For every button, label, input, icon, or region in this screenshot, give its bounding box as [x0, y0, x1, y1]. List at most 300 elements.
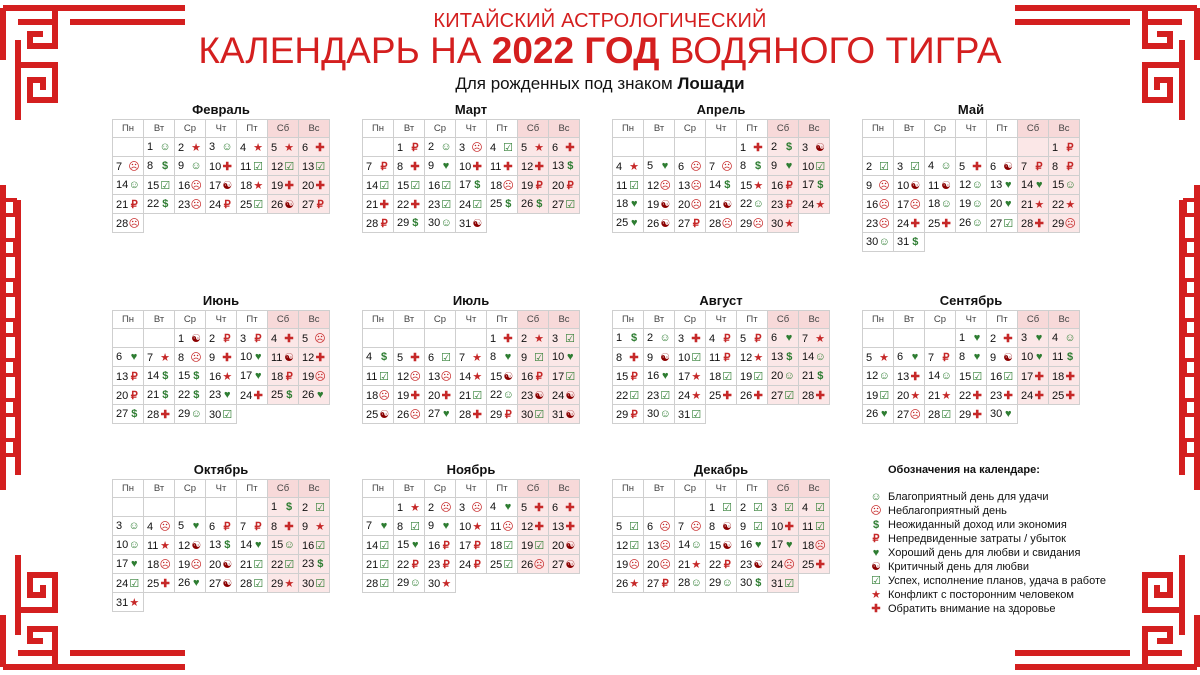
- weekday-header: Пн: [363, 311, 394, 329]
- cross-icon: ✚: [1034, 370, 1044, 383]
- day-number: 4: [147, 520, 154, 533]
- cross-icon: ✚: [941, 217, 951, 230]
- day-number: 2: [178, 141, 185, 154]
- check-icon: ☑: [253, 198, 264, 211]
- ruble-icon: ₽: [442, 539, 450, 552]
- day-cell: [206, 536, 237, 555]
- empty-cell: [518, 574, 549, 593]
- cross-icon: ✚: [565, 141, 575, 154]
- cross-icon: ✚: [972, 408, 982, 421]
- month-name: Сентябрь: [939, 293, 1003, 308]
- ruble-icon: ₽: [411, 141, 419, 154]
- check-icon: ☑: [222, 408, 233, 421]
- day-number: 16: [647, 370, 660, 382]
- day-cell: [206, 555, 237, 574]
- day-cell: [613, 157, 644, 176]
- legend-title: Обозначения на календаре:: [888, 464, 1040, 476]
- day-number: 15: [147, 179, 160, 192]
- yin-yang-icon: ☯: [379, 408, 390, 421]
- month-name: Февраль: [192, 102, 250, 117]
- day-cell: [1049, 348, 1080, 367]
- day-number: 17: [802, 179, 815, 191]
- day-number: 12: [521, 520, 534, 533]
- day-cell: [299, 517, 330, 536]
- day-cell: [894, 157, 925, 176]
- day-number: 10: [209, 160, 222, 173]
- day-cell: [768, 536, 799, 555]
- legend-label: Непредвиденные затраты / убыток: [888, 533, 1066, 545]
- yin-yang-icon: ☯: [191, 332, 201, 345]
- day-number: 8: [709, 520, 716, 533]
- day-cell: [549, 517, 580, 536]
- star-icon: ★: [534, 141, 544, 154]
- day-cell: [237, 176, 268, 195]
- day-cell: [425, 536, 456, 555]
- day-cell: [675, 517, 706, 536]
- day-number: 5: [302, 332, 309, 345]
- weekday-header: Вс: [799, 480, 830, 498]
- day-number: 25: [1052, 389, 1065, 402]
- day-cell: [706, 195, 737, 214]
- heart-icon: ♥: [504, 351, 512, 363]
- cross-icon: ✚: [815, 558, 825, 571]
- star-icon: ★: [472, 370, 483, 383]
- day-cell: [799, 138, 830, 157]
- day-number: 1: [271, 501, 278, 513]
- yin-yang-icon: ☯: [722, 198, 733, 211]
- day-cell: [644, 386, 675, 405]
- day-cell: [175, 176, 206, 195]
- day-number: 26: [521, 558, 534, 571]
- weekday-header: Пн: [363, 480, 394, 498]
- empty-cell: [487, 214, 518, 233]
- cross-icon: ✚: [441, 389, 451, 402]
- day-cell: [175, 536, 206, 555]
- empty-cell: [237, 498, 268, 517]
- day-number: 27: [771, 389, 784, 402]
- day-cell: [675, 348, 706, 367]
- dollar-icon: $: [224, 539, 231, 551]
- heart-icon: ♥: [192, 520, 200, 532]
- empty-cell: [299, 593, 330, 612]
- day-cell: [268, 517, 299, 536]
- cross-icon: ✚: [871, 603, 881, 615]
- weekday-header: Вт: [644, 120, 675, 138]
- day-number: 28: [1021, 217, 1034, 230]
- dollar-icon: $: [817, 370, 824, 382]
- day-number: 24: [678, 389, 691, 402]
- day-cell: [644, 536, 675, 555]
- heart-icon: ♥: [254, 351, 262, 363]
- ruble-icon: ₽: [380, 160, 388, 173]
- weekday-header: Ср: [925, 311, 956, 329]
- day-cell: [487, 367, 518, 386]
- day-cell: [706, 555, 737, 574]
- weekday-header: Сб: [518, 480, 549, 498]
- day-cell: [863, 233, 894, 252]
- day-number: 6: [428, 351, 435, 364]
- day-number: 20: [552, 539, 565, 552]
- legend: [866, 464, 1166, 616]
- day-cell: [549, 329, 580, 348]
- day-cell: [956, 195, 987, 214]
- day-cell: [987, 367, 1018, 386]
- check-icon: ☑: [972, 370, 983, 383]
- yin-yang-icon: ☯: [191, 539, 202, 552]
- day-number: 31: [678, 408, 691, 421]
- empty-cell: [144, 214, 175, 233]
- frown-icon: ☹: [814, 539, 826, 552]
- day-cell: [237, 555, 268, 574]
- star-icon: ★: [253, 179, 264, 192]
- day-cell: [863, 386, 894, 405]
- yin-yang-icon: ☯: [941, 179, 951, 192]
- heart-icon: ♥: [661, 370, 669, 382]
- check-icon: ☑: [691, 408, 702, 421]
- day-number: 28: [366, 577, 379, 590]
- day-number: 24: [209, 198, 222, 211]
- legend-label: Хороший день для любви и свидания: [888, 547, 1081, 559]
- day-number: 23: [178, 198, 191, 211]
- star-icon: ★: [691, 389, 702, 402]
- frown-icon: ☹: [659, 539, 671, 552]
- day-cell: [237, 329, 268, 348]
- day-cell: [1049, 176, 1080, 195]
- day-cell: [1049, 138, 1080, 157]
- star-icon: ★: [815, 198, 826, 211]
- day-number: 16: [771, 179, 784, 192]
- day-cell: [518, 498, 549, 517]
- day-number: 2: [428, 501, 435, 514]
- day-cell: [613, 386, 644, 405]
- day-number: 22: [490, 389, 503, 401]
- day-number: 12: [521, 160, 534, 173]
- day-number: 15: [397, 179, 410, 192]
- dollar-icon: $: [755, 577, 762, 589]
- ruble-icon: ₽: [223, 332, 231, 345]
- day-number: 22: [616, 389, 629, 402]
- frown-icon: ☹: [783, 558, 795, 571]
- cross-icon: ✚: [410, 198, 420, 211]
- day-number: 30: [428, 577, 441, 590]
- weekday-header: Чт: [206, 120, 237, 138]
- check-icon: ☑: [379, 370, 389, 383]
- day-cell: [268, 138, 299, 157]
- day-cell: [425, 367, 456, 386]
- day-number: 23: [990, 389, 1003, 402]
- day-cell: [206, 138, 237, 157]
- empty-cell: [644, 138, 675, 157]
- month-6: [362, 292, 580, 424]
- day-cell: [956, 386, 987, 405]
- yin-yang-icon: ☯: [222, 577, 233, 590]
- empty-cell: [706, 405, 737, 424]
- check-icon: ☑: [441, 351, 451, 364]
- day-number: 10: [771, 520, 784, 533]
- day-cell: [737, 348, 768, 367]
- ruble-icon: ₽: [535, 370, 543, 383]
- check-icon: ☑: [472, 389, 483, 402]
- day-cell: [987, 329, 1018, 348]
- month-8: [862, 292, 1080, 424]
- empty-cell: [456, 574, 487, 593]
- day-cell: [863, 348, 894, 367]
- day-number: 26: [740, 389, 753, 402]
- day-cell: [268, 176, 299, 195]
- empty-cell: [113, 138, 144, 157]
- cross-icon: ✚: [1003, 389, 1013, 402]
- dollar-icon: $: [162, 198, 169, 210]
- day-number: 3: [459, 501, 466, 514]
- weekday-header: Вт: [394, 311, 425, 329]
- day-number: 10: [459, 160, 472, 173]
- cross-icon: ✚: [1003, 332, 1013, 345]
- heart-icon: ♥: [442, 160, 450, 172]
- day-number: 27: [678, 217, 691, 230]
- day-cell: [487, 176, 518, 195]
- day-number: 20: [428, 389, 441, 402]
- empty-cell: [987, 138, 1018, 157]
- month-4: [862, 101, 1080, 252]
- day-cell: [737, 555, 768, 574]
- day-cell: [299, 367, 330, 386]
- day-cell: [644, 157, 675, 176]
- weekday-header: Вт: [394, 120, 425, 138]
- day-cell: [144, 405, 175, 424]
- subtitle-sign: Лошади: [677, 74, 745, 93]
- weekday-header: Пн: [113, 120, 144, 138]
- day-cell: [175, 517, 206, 536]
- smile-icon: ☺: [128, 520, 140, 532]
- day-cell: [549, 195, 580, 214]
- yin-yang-icon: ☯: [565, 389, 576, 402]
- heart-icon: ♥: [316, 389, 324, 401]
- check-icon: ☑: [629, 179, 639, 192]
- day-cell: [894, 348, 925, 367]
- ruble-icon: ₽: [130, 370, 138, 383]
- day-cell: [175, 367, 206, 386]
- day-number: 14: [678, 539, 691, 551]
- smile-icon: ☺: [659, 408, 671, 420]
- day-cell: [644, 517, 675, 536]
- day-cell: [113, 214, 144, 233]
- day-cell: [113, 405, 144, 424]
- day-cell: [863, 367, 894, 386]
- empty-cell: [206, 214, 237, 233]
- day-cell: [394, 176, 425, 195]
- day-number: 12: [397, 370, 410, 383]
- heart-icon: ♥: [1004, 179, 1012, 191]
- day-cell: [206, 386, 237, 405]
- frown-icon: ☹: [128, 217, 140, 230]
- day-cell: [549, 348, 580, 367]
- day-cell: [144, 386, 175, 405]
- weekday-header: Ср: [425, 120, 456, 138]
- check-icon: ☑: [1003, 217, 1014, 230]
- day-cell: [644, 367, 675, 386]
- day-number: 28: [366, 217, 379, 230]
- check-icon: ☑: [534, 351, 544, 364]
- ruble-icon: ₽: [872, 533, 880, 545]
- day-number: 29: [490, 408, 503, 421]
- day-number: 31: [116, 596, 129, 609]
- smile-icon: ☺: [971, 217, 983, 229]
- day-cell: [1018, 195, 1049, 214]
- check-icon: ☑: [815, 501, 825, 514]
- weekday-header: Вс: [299, 120, 330, 138]
- cross-icon: ✚: [910, 217, 920, 230]
- day-number: 21: [1021, 198, 1034, 211]
- cross-icon: ✚: [315, 351, 325, 364]
- day-number: 26: [302, 389, 315, 401]
- weekday-header: Чт: [956, 120, 987, 138]
- day-number: 4: [240, 141, 247, 154]
- weekday-header: Сб: [518, 311, 549, 329]
- day-number: 3: [897, 160, 904, 173]
- dollar-icon: $: [412, 217, 419, 229]
- day-number: 7: [366, 160, 373, 173]
- day-cell: [268, 367, 299, 386]
- day-number: 1: [397, 141, 404, 154]
- star-icon: ★: [222, 370, 233, 383]
- heart-icon: ♥: [380, 520, 388, 532]
- dollar-icon: $: [193, 389, 200, 401]
- day-cell: [175, 157, 206, 176]
- frown-icon: ☹: [752, 217, 764, 230]
- title-calendar-for: КАЛЕНДАРЬ НА: [198, 30, 492, 71]
- day-number: 19: [740, 370, 753, 383]
- day-cell: [644, 405, 675, 424]
- day-cell: [175, 195, 206, 214]
- star-icon: ★: [691, 370, 702, 383]
- day-number: 20: [302, 179, 315, 192]
- check-icon: ☑: [284, 160, 295, 173]
- star-icon: ★: [253, 141, 263, 154]
- cross-icon: ✚: [253, 389, 263, 402]
- frown-icon: ☹: [690, 520, 702, 533]
- dollar-icon: $: [162, 370, 169, 382]
- cross-icon: ✚: [1065, 370, 1075, 383]
- star-icon: ★: [941, 389, 952, 402]
- title-water-tiger: ВОДЯНОГО ТИГРА: [659, 30, 1002, 71]
- day-number: 31: [897, 236, 910, 248]
- day-cell: [363, 195, 394, 214]
- frown-icon: ☹: [190, 351, 202, 364]
- day-cell: [737, 138, 768, 157]
- empty-cell: [425, 329, 456, 348]
- day-number: 4: [1052, 332, 1059, 344]
- day-cell: [894, 386, 925, 405]
- day-number: 20: [552, 179, 565, 192]
- day-number: 1: [178, 332, 185, 345]
- weekday-header: Пн: [863, 311, 894, 329]
- day-number: 7: [709, 160, 716, 173]
- check-icon: ☑: [379, 558, 390, 571]
- frown-icon: ☹: [502, 520, 514, 533]
- check-icon: ☑: [253, 558, 264, 571]
- cross-icon: ✚: [565, 501, 575, 514]
- subtitle-text: Для рожденных под знаком: [455, 74, 678, 93]
- day-number: 6: [678, 160, 685, 173]
- day-cell: [768, 176, 799, 195]
- day-cell: [363, 214, 394, 233]
- day-cell: [737, 574, 768, 593]
- smile-icon: ☺: [128, 179, 140, 191]
- day-cell: [799, 555, 830, 574]
- day-number: 17: [459, 539, 472, 552]
- day-number: 26: [271, 198, 284, 211]
- ruble-icon: ₽: [723, 558, 731, 571]
- day-number: 11: [616, 179, 628, 192]
- day-cell: [675, 574, 706, 593]
- yin-yang-icon: ☯: [284, 198, 295, 211]
- day-cell: [363, 555, 394, 574]
- day-number: 24: [240, 389, 253, 402]
- month-2: [362, 101, 580, 233]
- cross-icon: ✚: [503, 160, 513, 173]
- day-number: 22: [1052, 198, 1065, 211]
- check-icon: ☑: [410, 520, 420, 533]
- day-cell: [237, 157, 268, 176]
- heart-icon: ♥: [973, 332, 981, 344]
- day-cell: [768, 138, 799, 157]
- empty-cell: [144, 498, 175, 517]
- day-cell: [644, 176, 675, 195]
- day-number: 20: [647, 558, 660, 571]
- day-cell: [737, 517, 768, 536]
- weekday-header: Сб: [268, 311, 299, 329]
- day-cell: [518, 555, 549, 574]
- day-cell: [425, 214, 456, 233]
- legend-label: Конфликт с посторонним человеком: [888, 589, 1074, 601]
- day-number: 12: [740, 351, 753, 364]
- day-cell: [894, 176, 925, 195]
- empty-cell: [237, 593, 268, 612]
- heart-icon: ♥: [192, 577, 200, 589]
- day-cell: [675, 329, 706, 348]
- ruble-icon: ₽: [785, 179, 793, 192]
- day-cell: [737, 157, 768, 176]
- day-number: 4: [490, 141, 497, 154]
- month-table: [112, 479, 330, 612]
- day-number: 5: [740, 332, 747, 345]
- heart-icon: ♥: [504, 501, 512, 513]
- smile-icon: ☺: [814, 351, 826, 363]
- empty-cell: [644, 498, 675, 517]
- empty-cell: [549, 574, 580, 593]
- day-cell: [425, 176, 456, 195]
- day-number: 30: [647, 408, 660, 420]
- legend-item: [866, 560, 1166, 574]
- day-number: 9: [178, 160, 185, 172]
- empty-cell: [613, 498, 644, 517]
- star-icon: ★: [284, 577, 295, 590]
- day-number: 9: [866, 179, 873, 192]
- day-cell: [706, 176, 737, 195]
- empty-cell: [113, 329, 144, 348]
- day-cell: [737, 214, 768, 233]
- legend-item: [866, 504, 1166, 518]
- day-number: 14: [802, 351, 815, 363]
- ruble-icon: ₽: [130, 198, 138, 211]
- ruble-icon: ₽: [630, 370, 638, 383]
- weekday-header: Вт: [394, 480, 425, 498]
- day-cell: [737, 176, 768, 195]
- day-number: 4: [490, 501, 497, 513]
- check-icon: ☑: [441, 198, 452, 211]
- day-number: 28: [459, 408, 472, 421]
- day-cell: [394, 405, 425, 424]
